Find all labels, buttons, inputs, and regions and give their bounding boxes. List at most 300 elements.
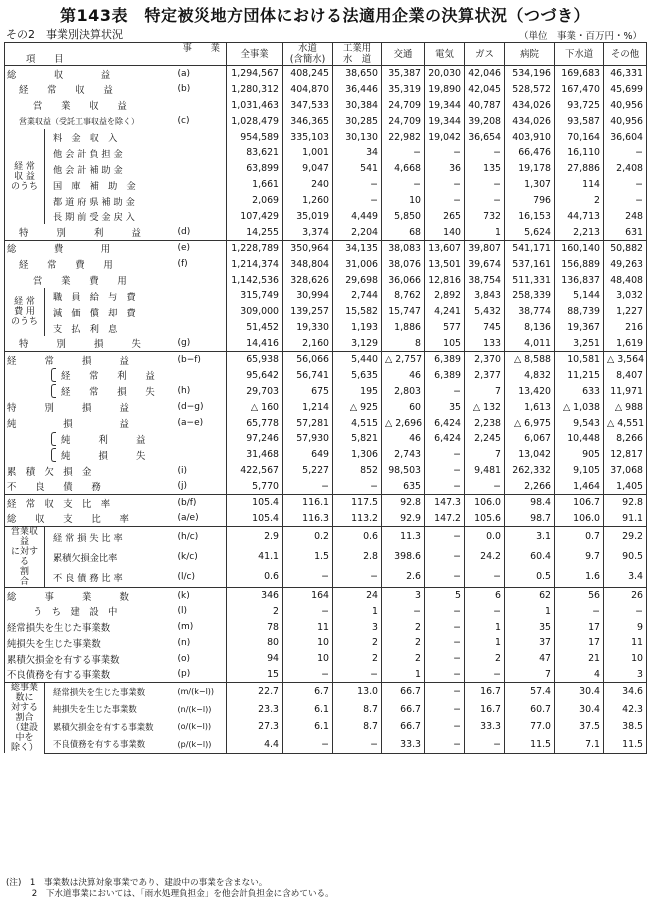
table-cell: −	[465, 145, 505, 161]
table-row	[5, 603, 647, 619]
table-cell: 6,067	[505, 431, 555, 447]
table-cell: 105.4	[227, 495, 283, 511]
table-cell: −	[425, 635, 465, 651]
row-label: 支 払 利 息	[45, 320, 175, 336]
table-row	[5, 209, 647, 225]
row-label: 減 価 償 却 費	[45, 304, 175, 320]
table-cell: 41.1	[227, 547, 283, 567]
table-cell: 2	[333, 635, 382, 651]
row-label: 経常損失を生じた事業数	[45, 683, 175, 701]
table-cell: 36,654	[465, 129, 505, 145]
table-cell: 17	[555, 635, 604, 651]
row-code	[175, 431, 227, 447]
table-cell: 1,405	[604, 479, 647, 495]
table-cell: 541,171	[505, 240, 555, 256]
table-cell: 404,870	[283, 81, 333, 97]
table-cell: 1,306	[333, 447, 382, 463]
table-cell: 38,650	[333, 66, 382, 82]
table-row	[5, 193, 647, 209]
table-cell: 8	[382, 336, 425, 352]
table-cell: 2,238	[465, 415, 505, 431]
brace-mark	[51, 432, 56, 446]
table-cell: 19,344	[425, 113, 465, 129]
table-cell: 34,135	[333, 240, 382, 256]
table-cell: 29.2	[604, 526, 647, 546]
row-code	[175, 320, 227, 336]
table-cell: 1,464	[555, 479, 604, 495]
table-cell: 11,215	[555, 367, 604, 383]
table-cell: 1,280,312	[227, 81, 283, 97]
table-row	[5, 526, 647, 546]
table-cell: −	[604, 177, 647, 193]
table-cell: 11.5	[505, 736, 555, 754]
table-cell: 5	[425, 587, 465, 603]
table-cell: 0.5	[505, 567, 555, 587]
table-cell: 8,407	[604, 367, 647, 383]
table-cell: 42,046	[465, 66, 505, 82]
table-cell: 346	[227, 587, 283, 603]
row-code	[175, 367, 227, 383]
table-cell: 80	[227, 635, 283, 651]
table-cell: 106.0	[465, 495, 505, 511]
table-cell: 156,889	[555, 256, 604, 272]
row-group-text: 総事業数に 対する割合 （建設中を 除く）	[10, 683, 38, 754]
table-cell: −	[425, 651, 465, 667]
table-cell: 3,843	[465, 288, 505, 304]
table-cell: 10	[283, 651, 333, 667]
table-cell: 0.7	[555, 526, 604, 546]
row-label: 経 常 損 失	[5, 383, 175, 399]
table-cell: 6.7	[283, 683, 333, 701]
table-cell: 5,227	[283, 463, 333, 479]
table-cell: 2	[227, 603, 283, 619]
column-header: 工業用 水 道	[333, 43, 382, 66]
table-cell: 57,281	[283, 415, 333, 431]
table-row	[5, 447, 647, 463]
table-cell: 13,501	[425, 256, 465, 272]
table-cell: 8,266	[604, 431, 647, 447]
table-cell: 2,892	[425, 288, 465, 304]
table-cell: 13.0	[333, 683, 382, 701]
table-cell: 65,778	[227, 415, 283, 431]
table-cell: 434,026	[505, 113, 555, 129]
table-cell: 2,266	[505, 479, 555, 495]
table-cell: 631	[604, 224, 647, 240]
row-label: 経常損失を生じた事業数	[5, 619, 175, 635]
table-cell: 537,161	[505, 256, 555, 272]
row-group-text: 経 常 費 用 のうち	[10, 296, 38, 327]
table-cell: △ 988	[604, 399, 647, 415]
row-label: 総 事 業 数	[5, 587, 175, 603]
table-cell: 350,964	[283, 240, 333, 256]
row-code: (a−e)	[177, 418, 204, 429]
column-header: その他	[604, 43, 647, 66]
table-cell: −	[283, 603, 333, 619]
table-cell: 8,762	[382, 288, 425, 304]
row-code: (d−g)	[177, 402, 204, 413]
table-cell: 66.7	[382, 683, 425, 701]
table-cell: −	[333, 567, 382, 587]
row-code	[175, 209, 227, 225]
table-cell: 39,674	[465, 256, 505, 272]
table-row	[5, 336, 647, 352]
table-cell: 14,255	[227, 224, 283, 240]
table-cell: 1	[505, 603, 555, 619]
header-komoku: 項 目	[26, 54, 64, 65]
table-cell: 0.6	[333, 526, 382, 546]
table-cell: 93,587	[555, 113, 604, 129]
settlement-table	[4, 42, 647, 754]
row-code	[175, 447, 227, 463]
table-row	[5, 161, 647, 177]
table-cell: 1	[382, 667, 425, 683]
table-cell: 1,294,567	[227, 66, 283, 82]
row-code: (h/c)	[175, 526, 227, 546]
table-cell: 164	[283, 587, 333, 603]
table-cell: 136,837	[555, 272, 604, 288]
table-cell: 2,160	[283, 336, 333, 352]
table-cell: 16,153	[505, 209, 555, 225]
table-row	[5, 224, 647, 240]
row-label: 都 道 府 県 補 助 金	[45, 193, 175, 209]
table-cell: 0.0	[465, 526, 505, 546]
table-cell: 78	[227, 619, 283, 635]
table-cell: 62	[505, 587, 555, 603]
table-cell: 97,246	[227, 431, 283, 447]
table-cell: 114	[555, 177, 604, 193]
table-cell: △ 4,551	[604, 415, 647, 431]
table-row	[5, 479, 647, 495]
column-header: 下水道	[555, 43, 604, 66]
table-cell: 9	[604, 619, 647, 635]
table-cell: 2.6	[382, 567, 425, 587]
table-cell: 10,448	[555, 431, 604, 447]
row-label: 累積欠損金を有する事業数	[5, 651, 175, 667]
table-cell: △ 160	[227, 399, 283, 415]
footnote: (注) 1 事業数は決算対象事業であり、建設中の事業を含まない。	[6, 878, 268, 888]
table-cell: 15	[227, 667, 283, 683]
table-cell: 36	[425, 161, 465, 177]
table-cell: 0.2	[283, 526, 333, 546]
table-cell: 10	[382, 193, 425, 209]
table-cell: 36,446	[333, 81, 382, 97]
table-cell: 27.3	[227, 718, 283, 736]
table-cell: 398.6	[382, 547, 425, 567]
table-cell: 2	[382, 651, 425, 667]
table-header-row	[5, 43, 647, 66]
table-cell: 2,743	[382, 447, 425, 463]
table-cell: 335,103	[283, 129, 333, 145]
table-cell: 33.3	[465, 718, 505, 736]
table-cell: 92.8	[604, 495, 647, 511]
table-cell: 6	[465, 587, 505, 603]
brace-mark	[51, 384, 56, 398]
row-group-label	[5, 683, 45, 754]
table-cell: 49,263	[604, 256, 647, 272]
column-header: 電気	[425, 43, 465, 66]
table-cell: 3,032	[604, 288, 647, 304]
table-cell: 29,698	[333, 272, 382, 288]
row-code: (e)	[175, 240, 227, 256]
table-cell: 258,339	[505, 288, 555, 304]
table-cell: 3.1	[505, 526, 555, 546]
row-code: (d)	[177, 227, 191, 238]
row-code: (p)	[177, 669, 191, 680]
row-label: 経 常 損 益	[5, 352, 175, 368]
row-code	[175, 177, 227, 193]
row-label: 不 良 債 務	[5, 479, 175, 495]
table-cell: −	[425, 603, 465, 619]
table-cell: 19,042	[425, 129, 465, 145]
table-cell: 11	[604, 635, 647, 651]
table-cell: 240	[283, 177, 333, 193]
table-cell: 2,803	[382, 383, 425, 399]
table-cell: −	[382, 603, 425, 619]
table-cell: 46	[382, 431, 425, 447]
row-label: 不良債務を有する事業数	[5, 667, 175, 683]
table-cell: −	[425, 383, 465, 399]
table-cell: 7	[465, 447, 505, 463]
table-cell: 68	[382, 224, 425, 240]
table-cell: −	[333, 479, 382, 495]
table-cell: 8.7	[333, 700, 382, 718]
table-cell: △ 6,975	[505, 415, 555, 431]
table-cell: 47	[505, 651, 555, 667]
row-label: 営業収益（受託工事収益を除く）	[5, 113, 175, 129]
table-cell: 8.7	[333, 718, 382, 736]
table-cell: −	[425, 193, 465, 209]
table-cell: 649	[283, 447, 333, 463]
table-row	[5, 415, 647, 431]
table-cell: 147.3	[425, 495, 465, 511]
table-cell: 265	[425, 209, 465, 225]
row-label: 特 別 利 益	[5, 224, 175, 240]
table-cell: 31,468	[227, 447, 283, 463]
table-cell: 1,214,374	[227, 256, 283, 272]
row-label: 特 別 損 失	[5, 336, 175, 352]
table-cell: −	[425, 447, 465, 463]
row-label: 総 費 用	[5, 240, 175, 256]
table-cell: 328,626	[283, 272, 333, 288]
row-label: 不 良 債 務 比 率	[45, 567, 175, 587]
table-row	[5, 66, 647, 82]
table-cell: 45,699	[604, 81, 647, 97]
table-cell: −	[465, 177, 505, 193]
table-cell: 5,624	[505, 224, 555, 240]
table-cell: 92.9	[382, 510, 425, 526]
row-label: 総 収 支 比 率	[5, 510, 175, 526]
table-cell: 434,026	[505, 97, 555, 113]
table-cell: 35	[505, 619, 555, 635]
unit-label: （単位 事業・百万円・%）	[518, 31, 642, 42]
table-row	[5, 240, 647, 256]
table-cell: 19,344	[425, 97, 465, 113]
row-code: (h)	[177, 386, 191, 397]
table-cell: 4.4	[227, 736, 283, 754]
table-cell: 248	[604, 209, 647, 225]
table-cell: 77.0	[505, 718, 555, 736]
table-cell: 852	[333, 463, 382, 479]
table-cell: 66,476	[505, 145, 555, 161]
table-cell: 22.7	[227, 683, 283, 701]
row-group-label	[5, 526, 45, 587]
table-cell: 262,332	[505, 463, 555, 479]
row-code: (b−f)	[175, 352, 227, 368]
row-label: 不良債務を有する事業数	[45, 736, 175, 754]
table-cell: 2,377	[465, 367, 505, 383]
table-cell: 2,204	[333, 224, 382, 240]
row-label: 総 収 益	[5, 66, 175, 82]
table-cell: 309,000	[227, 304, 283, 320]
table-cell: 1,228,789	[227, 240, 283, 256]
row-code: (o)	[177, 653, 191, 664]
table-cell: −	[465, 479, 505, 495]
table-cell: 42,045	[465, 81, 505, 97]
table-cell: 94	[227, 651, 283, 667]
table-row	[5, 667, 647, 683]
table-cell: 11	[283, 619, 333, 635]
table-cell: 2,213	[555, 224, 604, 240]
page-title: 第143表 特定被災地方団体における法適用企業の決算状況（つづき）	[60, 6, 590, 25]
table-cell: 534,196	[505, 66, 555, 82]
table-cell: 1,193	[333, 320, 382, 336]
row-group-text: 営業収益 に対する 割 合	[10, 526, 38, 587]
table-cell: 528,572	[505, 81, 555, 97]
row-label: 営 業 収 益	[5, 97, 175, 113]
row-code: (k)	[175, 587, 227, 603]
table-row	[5, 320, 647, 336]
table-cell: 3,129	[333, 336, 382, 352]
table-cell: −	[465, 603, 505, 619]
table-cell: 88,739	[555, 304, 604, 320]
table-cell: 15,582	[333, 304, 382, 320]
table-cell: 796	[505, 193, 555, 209]
table-cell: 39,807	[465, 240, 505, 256]
table-cell: 6,389	[425, 367, 465, 383]
table-cell: 35,019	[283, 209, 333, 225]
table-row	[5, 399, 647, 415]
table-row	[5, 145, 647, 161]
table-cell: 2.9	[227, 526, 283, 546]
table-cell: △ 1,038	[555, 399, 604, 415]
table-cell: 16,110	[555, 145, 604, 161]
table-cell: 22,982	[382, 129, 425, 145]
table-row	[5, 288, 647, 304]
table-row	[5, 97, 647, 113]
table-cell: −	[333, 193, 382, 209]
table-cell: 2,408	[604, 161, 647, 177]
table-row	[5, 495, 647, 511]
table-cell: 511,331	[505, 272, 555, 288]
table-cell: −	[425, 526, 465, 546]
table-cell: △ 2,696	[382, 415, 425, 431]
row-code	[175, 97, 227, 113]
table-cell: 6,389	[425, 352, 465, 368]
table-cell: 9,543	[555, 415, 604, 431]
table-cell: 1.6	[555, 567, 604, 587]
table-row	[5, 510, 647, 526]
table-row	[5, 700, 647, 718]
table-cell: −	[333, 736, 382, 754]
row-label: 特 別 損 益	[5, 399, 175, 415]
table-row	[5, 547, 647, 567]
table-cell: 2	[333, 651, 382, 667]
row-label: 料 金 収 入	[45, 129, 175, 145]
table-cell: −	[425, 619, 465, 635]
table-cell: 12,817	[604, 447, 647, 463]
table-cell: 16.7	[465, 700, 505, 718]
table-cell: 50,882	[604, 240, 647, 256]
table-cell: −	[425, 463, 465, 479]
table-row	[5, 383, 647, 399]
table-cell: 1,886	[382, 320, 425, 336]
table-row	[5, 635, 647, 651]
table-cell: 1,028,479	[227, 113, 283, 129]
table-cell: 105	[425, 336, 465, 352]
table-cell: 5,432	[465, 304, 505, 320]
column-header: 全事業	[227, 43, 283, 66]
row-code: (b/f)	[175, 495, 227, 511]
column-header: ガス	[465, 43, 505, 66]
table-cell: 3	[604, 667, 647, 683]
table-row	[5, 619, 647, 635]
table-cell: 2,744	[333, 288, 382, 304]
table-cell: 4,011	[505, 336, 555, 352]
header-jigyo: 事 業	[182, 43, 221, 54]
row-code	[175, 161, 227, 177]
table-cell: 107,429	[227, 209, 283, 225]
table-cell: −	[333, 667, 382, 683]
row-code	[175, 288, 227, 304]
table-cell: 19,330	[283, 320, 333, 336]
table-cell: 4,832	[505, 367, 555, 383]
row-label: 経 常 収 支 比 率	[5, 495, 175, 511]
table-cell: 1	[333, 603, 382, 619]
table-cell: 38,083	[382, 240, 425, 256]
table-cell: 4,515	[333, 415, 382, 431]
table-cell: 34.6	[604, 683, 647, 701]
table-cell: 65,938	[227, 352, 283, 368]
table-cell: −	[425, 479, 465, 495]
row-code: (p/(k−l))	[175, 736, 227, 754]
table-cell: 19,367	[555, 320, 604, 336]
table-cell: 116.3	[283, 510, 333, 526]
table-cell: 105.6	[465, 510, 505, 526]
table-cell: 106.0	[555, 510, 604, 526]
table-cell: 60.7	[505, 700, 555, 718]
row-code: (a)	[177, 68, 191, 79]
table-cell: 106.7	[555, 495, 604, 511]
table-row	[5, 718, 647, 736]
table-cell: 56	[555, 587, 604, 603]
row-group-text: 経 常 収 益 のうち	[10, 161, 38, 192]
table-cell: −	[425, 567, 465, 587]
table-cell: 38,774	[505, 304, 555, 320]
table-cell: 35	[425, 399, 465, 415]
table-cell: 3,374	[283, 224, 333, 240]
table-cell: 57,930	[283, 431, 333, 447]
table-cell: 0.6	[227, 567, 283, 587]
table-cell: 1	[465, 635, 505, 651]
row-label: 他 会 計 補 助 金	[45, 161, 175, 177]
table-cell: −	[425, 145, 465, 161]
table-cell: 633	[555, 383, 604, 399]
table-cell: 24,709	[382, 97, 425, 113]
table-cell: 1	[465, 619, 505, 635]
table-row	[5, 177, 647, 193]
table-cell: 1,619	[604, 336, 647, 352]
table-cell: −	[555, 603, 604, 619]
